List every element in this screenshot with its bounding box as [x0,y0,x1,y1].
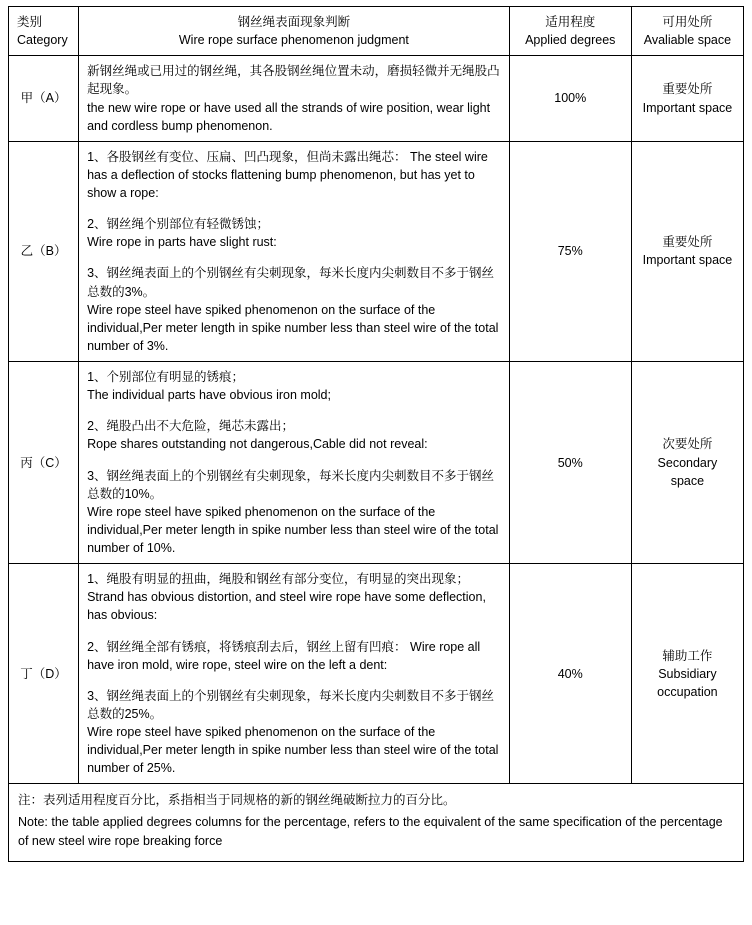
description-cn: 新钢丝绳或已用过的钢丝绳，其各股钢丝绳位置未动，磨损轻微并无绳股凸起现象。 [87,64,500,97]
header-available-space-cn: 可用处所 [662,15,713,29]
header-category [9,7,79,56]
row-description [79,564,510,784]
header-description [79,7,510,56]
footnote-en: Note: the table applied degrees columns for the percentage, refers to the equivalent of the same specification of the percentage of new steel wire rope breaking force [18,814,723,849]
row-available-space [631,141,743,361]
row-applied-degree: 75% [509,141,631,361]
description-paragraph [87,687,501,778]
header-applied-degrees-en: Applied degrees [525,33,616,48]
row-available-space [631,564,743,784]
description-en: Wire rope steel have spiked phenomenon on the surface of the individual,Per meter length in spike number less than steel wire of the total number of 3%. [87,302,499,353]
table-row [9,141,744,361]
row-category: 乙（B） [9,141,79,361]
available-space-en: Important space [642,253,733,268]
header-applied-degrees-cn: 适用程度 [545,15,596,29]
row-applied-degree: 50% [509,362,631,564]
description-paragraph [87,264,501,355]
available-space-cn: 重要处所 [662,235,713,250]
header-available-space [631,7,743,56]
description-en: Wire rope all have iron mold, wire rope, steel wire on the left a dent: [87,639,481,672]
footnote-cn: 注：表列适用程度百分比，系指相当于同规格的新的钢丝绳破断拉力的百分比。 [18,793,456,808]
header-category-cn: 类别 [17,15,43,29]
description-paragraph [87,62,501,135]
row-available-space [631,56,743,142]
header-category-en: Category [17,33,68,48]
available-space-cn: 次要处所 [662,437,713,452]
description-paragraph [87,570,501,624]
description-en: Rope shares outstanding not dangerous,Cable did not reveal: [87,437,428,452]
table-row [9,362,744,564]
description-cn: 2、钢丝绳个别部位有轻微锈蚀； [87,217,270,232]
description-cn: 3、钢丝绳表面上的个别钢丝有尖刺现象，每米长度内尖刺数目不多于钢丝总数的3%。 [87,266,495,299]
row-description [79,362,510,564]
description-en: the new wire rope or have used all the strands of wire position, wear light and cordless bump phenomenon. [87,100,491,133]
table-row [9,56,744,142]
description-paragraph [87,148,501,202]
description-cn: 1、个别部位有明显的锈痕； [87,370,245,384]
description-cn: 2、钢丝绳全部有锈痕，将锈痕刮去后，钢丝上留有凹痕： [87,639,407,654]
table-footnote [8,784,744,861]
header-description-en: Wire rope surface phenomenon judgment [178,33,409,48]
description-paragraph [87,368,501,404]
wire-rope-judgment-table [8,6,744,784]
description-paragraph [87,417,501,453]
available-space-en: Subsidiary occupation [657,666,718,699]
description-en: Wire rope steel have spiked phenomenon on the surface of the individual,Per meter length in spike number less than steel wire of the total number of 25%. [87,725,499,776]
description-en: The steel wire has a deflection of stocks flattening bump phenomenon, but has yet to show a rope: [87,149,488,200]
row-description [79,56,510,142]
row-applied-degree: 40% [509,564,631,784]
description-en: Wire rope in parts have slight rust: [87,235,277,250]
table-row [9,564,744,784]
description-paragraph [87,215,501,251]
row-category: 甲（A） [9,56,79,142]
row-description [79,141,510,361]
row-category: 丁（D） [9,564,79,784]
description-en: Wire rope steel have spiked phenomenon on the surface of the individual,Per meter length in spike number less than steel wire of the total number of 10%. [87,504,499,555]
row-applied-degree: 100% [509,56,631,142]
row-category: 丙（C） [9,362,79,564]
row-available-space [631,362,743,564]
table-header-row [9,7,744,56]
description-cn: 3、钢丝绳表面上的个别钢丝有尖刺现象，每米长度内尖刺数目不多于钢丝总数的10%。 [87,468,495,501]
header-applied-degrees [509,7,631,56]
available-space-cn: 重要处所 [662,82,713,97]
description-paragraph [87,467,501,558]
description-cn: 1、各股钢丝有变位、压扁、凹凸现象，但尚未露出绳芯： [87,149,407,164]
header-available-space-en: Avaliable space [643,33,732,48]
description-en: The individual parts have obvious iron mold; [87,388,331,403]
available-space-en: Important space [642,100,733,115]
available-space-cn: 辅助工作 [662,648,713,663]
description-cn: 3、钢丝绳表面上的个别钢丝有尖刺现象，每米长度内尖刺数目不多于钢丝总数的25%。 [87,688,495,721]
description-cn: 1、绳股有明显的扭曲，绳股和钢丝有部分变位，有明显的突出现象； [87,572,470,587]
available-space-en: Secondary space [657,455,718,488]
header-description-cn: 钢丝绳表面现象判断 [237,15,351,29]
description-en: Strand has obvious distortion, and steel wire rope have some deflection, has obvious: [87,590,486,623]
description-paragraph [87,638,501,674]
description-cn: 2、绳股凸出不大危险，绳芯未露出； [87,419,295,434]
